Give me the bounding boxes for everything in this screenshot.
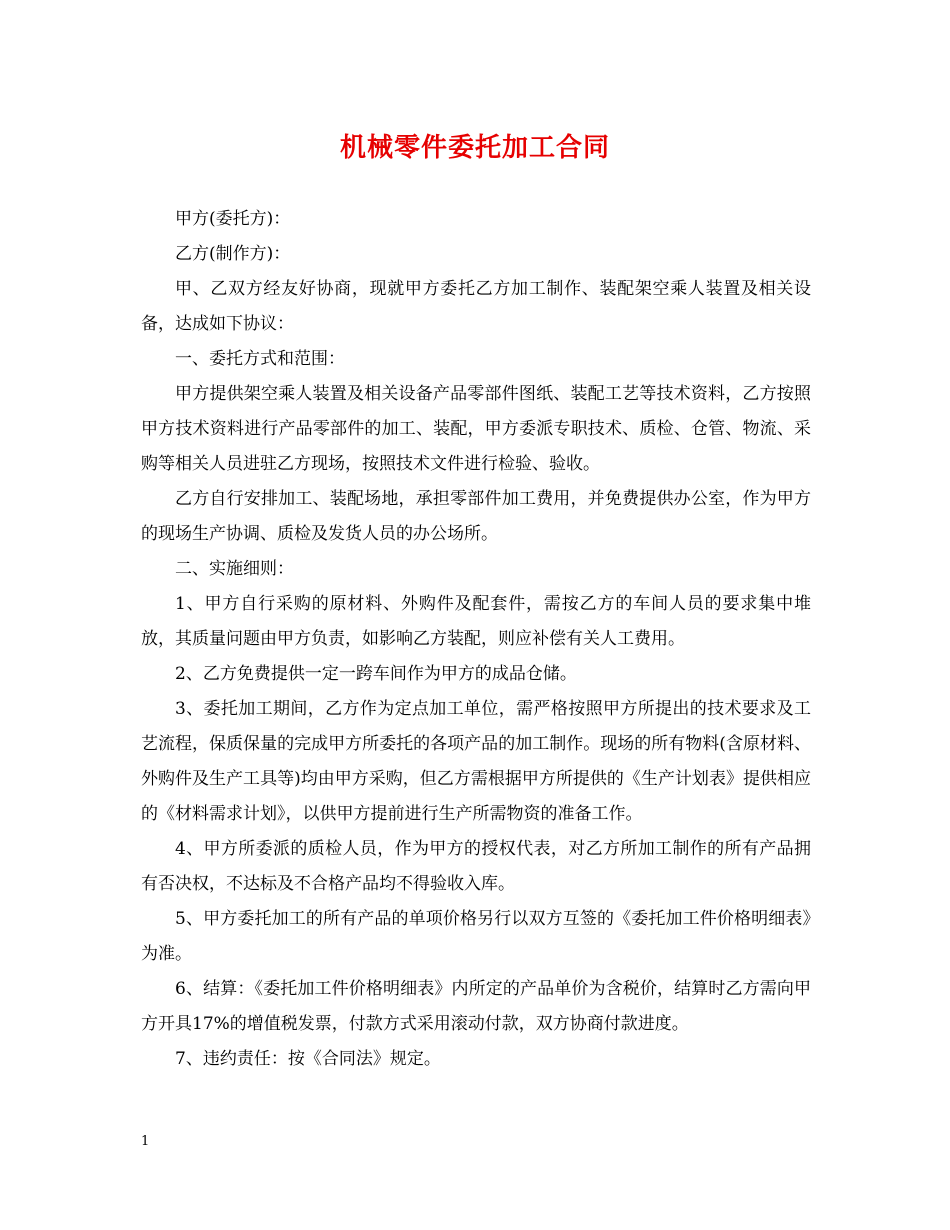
paragraph-party-b: 乙方(制作方)： <box>175 244 291 264</box>
paragraph-scope-technical: 甲方提供架空乘人装置及相关设备产品零部件图纸、装配工艺等技术资料，乙方按照甲方技术资料进行产品零部件的加工、装配，甲方委派专职技术、质检、仓管、物流、采购等相关人员进驻乙方现场，按照技术文件进行检验、验收。 <box>141 384 811 474</box>
clause-4: 4、甲方所委派的质检人员，作为甲方的授权代表，对乙方所加工制作的所有产品拥有否决权，不达标及不合格产品均不得验收入库。 <box>141 839 811 894</box>
clause-1: 1、甲方自行采购的原材料、外购件及配套件，需按乙方的车间人员的要求集中堆放，其质量问题由甲方负责，如影响乙方装配，则应补偿有关人工费用。 <box>141 594 811 649</box>
section-heading-scope: 一、委托方式和范围： <box>175 349 345 369</box>
clause-6: 6、结算：《委托加工件价格明细表》内所定的产品单价为含税价，结算时乙方需向甲方开具17%的增值税发票，付款方式采用滚动付款，双方协商付款进度。 <box>141 979 811 1034</box>
paragraph-preamble: 甲、乙双方经友好协商，现就甲方委托乙方加工制作、装配架空乘人装置及相关设备，达成如下协议： <box>141 279 811 334</box>
section-heading-implementation: 二、实施细则： <box>175 559 294 579</box>
page-number: 1 <box>141 1134 150 1149</box>
clause-5: 5、甲方委托加工的所有产品的单项价格另行以双方互签的《委托加工件价格明细表》为准。 <box>141 909 811 964</box>
document-body <box>141 202 811 1077</box>
clause-2: 2、乙方免费提供一定一跨车间作为甲方的成品仓储。 <box>175 664 577 684</box>
document-title: 机械零件委托加工合同 <box>339 133 610 163</box>
paragraph-scope-site: 乙方自行安排加工、装配场地，承担零部件加工费用，并免费提供办公室，作为甲方的现场生产协调、质检及发货人员的办公场所。 <box>141 489 811 544</box>
clause-3: 3、委托加工期间，乙方作为定点加工单位，需严格按照甲方所提出的技术要求及工艺流程，保质保量的完成甲方所委托的各项产品的加工制作。现场的所有物料(含原材料、外购件及生产工具等)均由甲方采购，但乙方需根据甲方所提供的《生产计划表》提供相应的《材料需求计划》，以供甲方提前进行生产所需物资的准备工作。 <box>141 699 811 824</box>
clause-7: 7、违约责任：按《合同法》规定。 <box>175 1049 441 1069</box>
paragraph-party-a: 甲方(委托方)： <box>175 209 291 229</box>
